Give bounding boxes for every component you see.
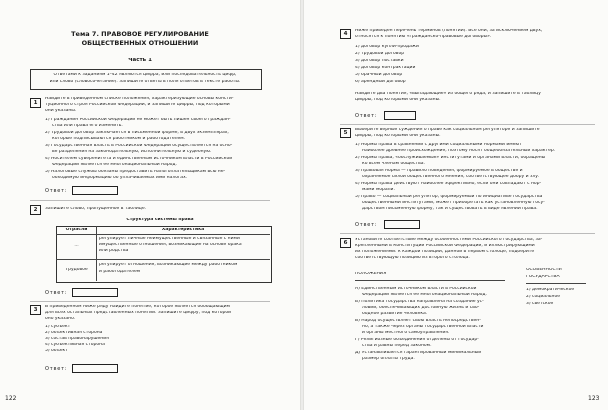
task4-option: 1) договор купли-продажи [355, 45, 419, 49]
task6-text-3: их положениями: к каждой позиции, данной в первом столбце, подберите [355, 250, 535, 254]
divider [30, 301, 270, 302]
topic-title-line2: ОБЩЕСТВЕННЫХ ОТНОШЕНИЙ [81, 40, 199, 47]
task3-text-1: В приведённом ниже ряду найдите понятие, которое является обобщающим [45, 305, 230, 309]
left-page [0, 0, 300, 410]
task1-option: 3) Государственная власть в Российской Федерации осуществляется на осно- [45, 144, 233, 148]
table-header-branch: Отрасли [65, 228, 88, 232]
task-number-6: 6 [340, 238, 351, 248]
task3-text-3: оно указано. [45, 317, 76, 321]
task1-option: Федерации является ее многонациональный народ. [52, 163, 177, 167]
task5-option: дарством письменную форму, так и существовать в виде явлений права. [362, 207, 538, 211]
task6-position: Б) Политика государства направлена на создание ус- [355, 300, 484, 304]
task6-feature: 1) демократическое [526, 288, 575, 292]
task5-option: ко всем членам общества. [362, 162, 425, 166]
task-number-1: 1 [30, 98, 41, 108]
task6-position: А) Единственным источником власти в Российской [355, 287, 477, 291]
task6-col1-header: ПОЛОЖЕНИЯ [355, 272, 387, 276]
table-cell-desc: регулирует личные неимущественные и связанные с ними [99, 237, 240, 241]
task3-text-2: для всех остальных представленных понятий. Запишите цифру, под которой [45, 311, 232, 315]
task2-answer-field[interactable] [72, 288, 118, 297]
task1-option: 1) Гражданин Российской Федерации не может быть лишен своего граждан- [45, 118, 231, 122]
task5-option: наиболее древнее происхождение, поэтому носят общеобязательный характер. [362, 149, 556, 153]
task4-option: 6) арендный договор [355, 80, 406, 84]
task-number-5: 5 [340, 128, 351, 138]
task6-position: Д) Устанавливается гарантированный минимальный [355, 351, 482, 355]
table-cell-branch: ... [74, 244, 79, 248]
table-header-rule [56, 234, 270, 235]
task1-text-2: туционного строя Российской Федерации, и запишите цифры, под которыми [45, 103, 230, 107]
task6-position: Г) Религиозные объединения отделены от государ- [355, 338, 479, 342]
divider [340, 233, 595, 234]
table-row-rule [56, 259, 270, 260]
page-number-left: 122 [5, 395, 17, 402]
task1-option: обходимую информацию об уплачиваемых ими налогах. [52, 176, 188, 180]
task6-col2-header-rule [526, 283, 586, 284]
task1-text-1: Найдите в приведённом списке положения, характеризующие основы консти- [45, 97, 234, 101]
task6-position: Федерации является её многонациональный народ. [362, 293, 487, 297]
task5-option: 3) Правовая норма — правило поведения, формируемое в обществе и [355, 169, 523, 173]
divider [30, 200, 270, 201]
task6-col1-header-rule [355, 280, 505, 281]
task4-text-2: относятся к понятию «гражданско-правовые договоры». [355, 35, 492, 39]
task4-option: 4) договор контрактации [355, 66, 416, 70]
task6-position: размер оплаты труда. [362, 357, 415, 361]
task6-text-4: соответствующую позицию из второго столбца. [355, 256, 470, 260]
task6-text-2: креплёнными в Конституции Российской Федерации, и иллюстрирующими [355, 244, 535, 248]
task6-feature: 2) социальное [526, 295, 561, 299]
task5-text-1: Выберите верные суждения о праве как социальном регуляторе и запишите [355, 128, 540, 132]
task4-option: 3) договор поставки [355, 59, 404, 63]
task5-option: мами морали. [362, 188, 395, 192]
page-number-right: 123 [588, 395, 600, 402]
task1-text-3: они указаны. [45, 109, 77, 113]
task1-option: 4) Носителем суверенитета и единственным источником власти в Российской [45, 157, 233, 161]
task5-option: общественными институтами, может приобретать как установленную госу- [362, 201, 545, 205]
task3-answer-label: Ответ: [45, 366, 68, 372]
table-cell-desc: и работодателем [99, 270, 141, 274]
task1-option: которые подписываются работником и работодателем. [52, 137, 186, 141]
task3-option: 5) объект [45, 349, 68, 353]
task5-option: 1) Нормы права в сравнении с другими социальными нормами имеют [355, 143, 522, 147]
task6-position: но, а также через органы государственной власти [362, 325, 484, 329]
task-number-3: 3 [30, 305, 41, 315]
task5-option: 5) Право — социальный регулятор, формируемый по инициативе государства [355, 195, 543, 199]
task6-text-1: Установите соответствие между особенностями Российского государства, за- [355, 238, 543, 242]
task4-option: 5) брачный договор [355, 73, 403, 77]
task2-answer-label: Ответ: [45, 290, 68, 296]
task-number-2: 2 [30, 205, 41, 215]
task3-option: 4) субъективная сторона [45, 343, 105, 347]
task6-col2-header: ГОСУДАРСТВА [526, 275, 560, 279]
task6-position: и органы местного самоуправления. [362, 331, 450, 335]
task6-feature: 3) светское [526, 302, 554, 306]
task1-answer-field[interactable] [72, 186, 118, 195]
task-number-4: 4 [340, 29, 351, 39]
task4-text-1: Ниже приведён перечень терминов (понятий). Все они, за исключением двух, [355, 29, 543, 33]
table-cell-desc: регулирует отношения, возникающие между работником [99, 263, 238, 267]
task4-answer-label: Ответ: [355, 113, 378, 119]
task4-instruction-2: цифры, под которыми они указаны. [355, 98, 441, 102]
task6-col2-header: ОСОБЕННОСТИ [526, 268, 562, 272]
instructions-line-2: или слово (словосочетание). Запишите ответы в поля ответов в тексте работы. [49, 80, 241, 84]
task5-text-2: цифры, под которыми они указаны. [355, 134, 441, 138]
task6-position: ловий, обеспечивающих достойную жизнь и сво- [362, 306, 480, 310]
task1-option: ства или права его изменить. [52, 124, 123, 128]
task6-position: В) Народ осуществляет свою власть непосредствен- [355, 319, 481, 323]
task2-table-title: Структура системы права [126, 218, 194, 222]
task5-option: 4) Нормы права действуют наиболее эффективно, если они совпадают с нор- [355, 182, 542, 186]
table-cell-desc: имущественные отношения, возникающие на основе брака [99, 243, 242, 247]
task3-option: 2) объективная сторона [45, 331, 103, 335]
task5-answer-field[interactable] [384, 220, 420, 229]
task4-option: 2) трудовой договор [355, 52, 405, 56]
task5-option: охраняемое силой общественного мнения, соответствующее добру и злу. [362, 175, 540, 179]
part-label: Часть 1 [128, 58, 152, 63]
task3-option: 3) состав правонарушения [45, 337, 109, 341]
task1-option: 5) Налоговые службы обязаны предоставить налогоплательщикам всю не- [45, 170, 226, 174]
task1-answer-label: Ответ: [45, 188, 68, 194]
task6-position: бодное развитие человека. [362, 312, 428, 316]
topic-title-line1: Тема 7. ПРАВОВОЕ РЕГУЛИРОВАНИЕ [71, 31, 209, 38]
table-cell-desc: или родства [99, 249, 129, 253]
task5-answer-label: Ответ: [355, 222, 378, 228]
right-page [304, 0, 608, 410]
task1-option: ве разделения на законодательную, исполнительную и судебную. [52, 150, 212, 154]
task1-option: 2) Трудовой договор заключается в письменной форме, в двух экземплярах, [45, 131, 229, 135]
task3-option: 1) субъект [45, 325, 71, 329]
task5-option: 2) Нормы права, «обслуживаемые» институтами и органами власти, обращены [355, 156, 546, 160]
instructions-line-1: Ответами к заданиям 1–42 являются цифра, или последовательность цифр, [53, 73, 237, 77]
divider [340, 124, 595, 125]
task3-answer-field[interactable] [72, 364, 118, 373]
task4-answer-field[interactable] [384, 111, 416, 120]
table-cell-branch: Трудовое [65, 268, 88, 272]
table-header-characteristic: Характеристика [161, 228, 205, 232]
table-column-rule [96, 226, 97, 281]
task6-position: ства и равны перед законом. [362, 344, 432, 348]
task4-instruction-1: Найдите два понятия, «выпадающие» из общего ряда, и запишите в таблицу [355, 92, 541, 96]
task2-text: Запишите слово, пропущенное в таблице. [45, 207, 147, 211]
